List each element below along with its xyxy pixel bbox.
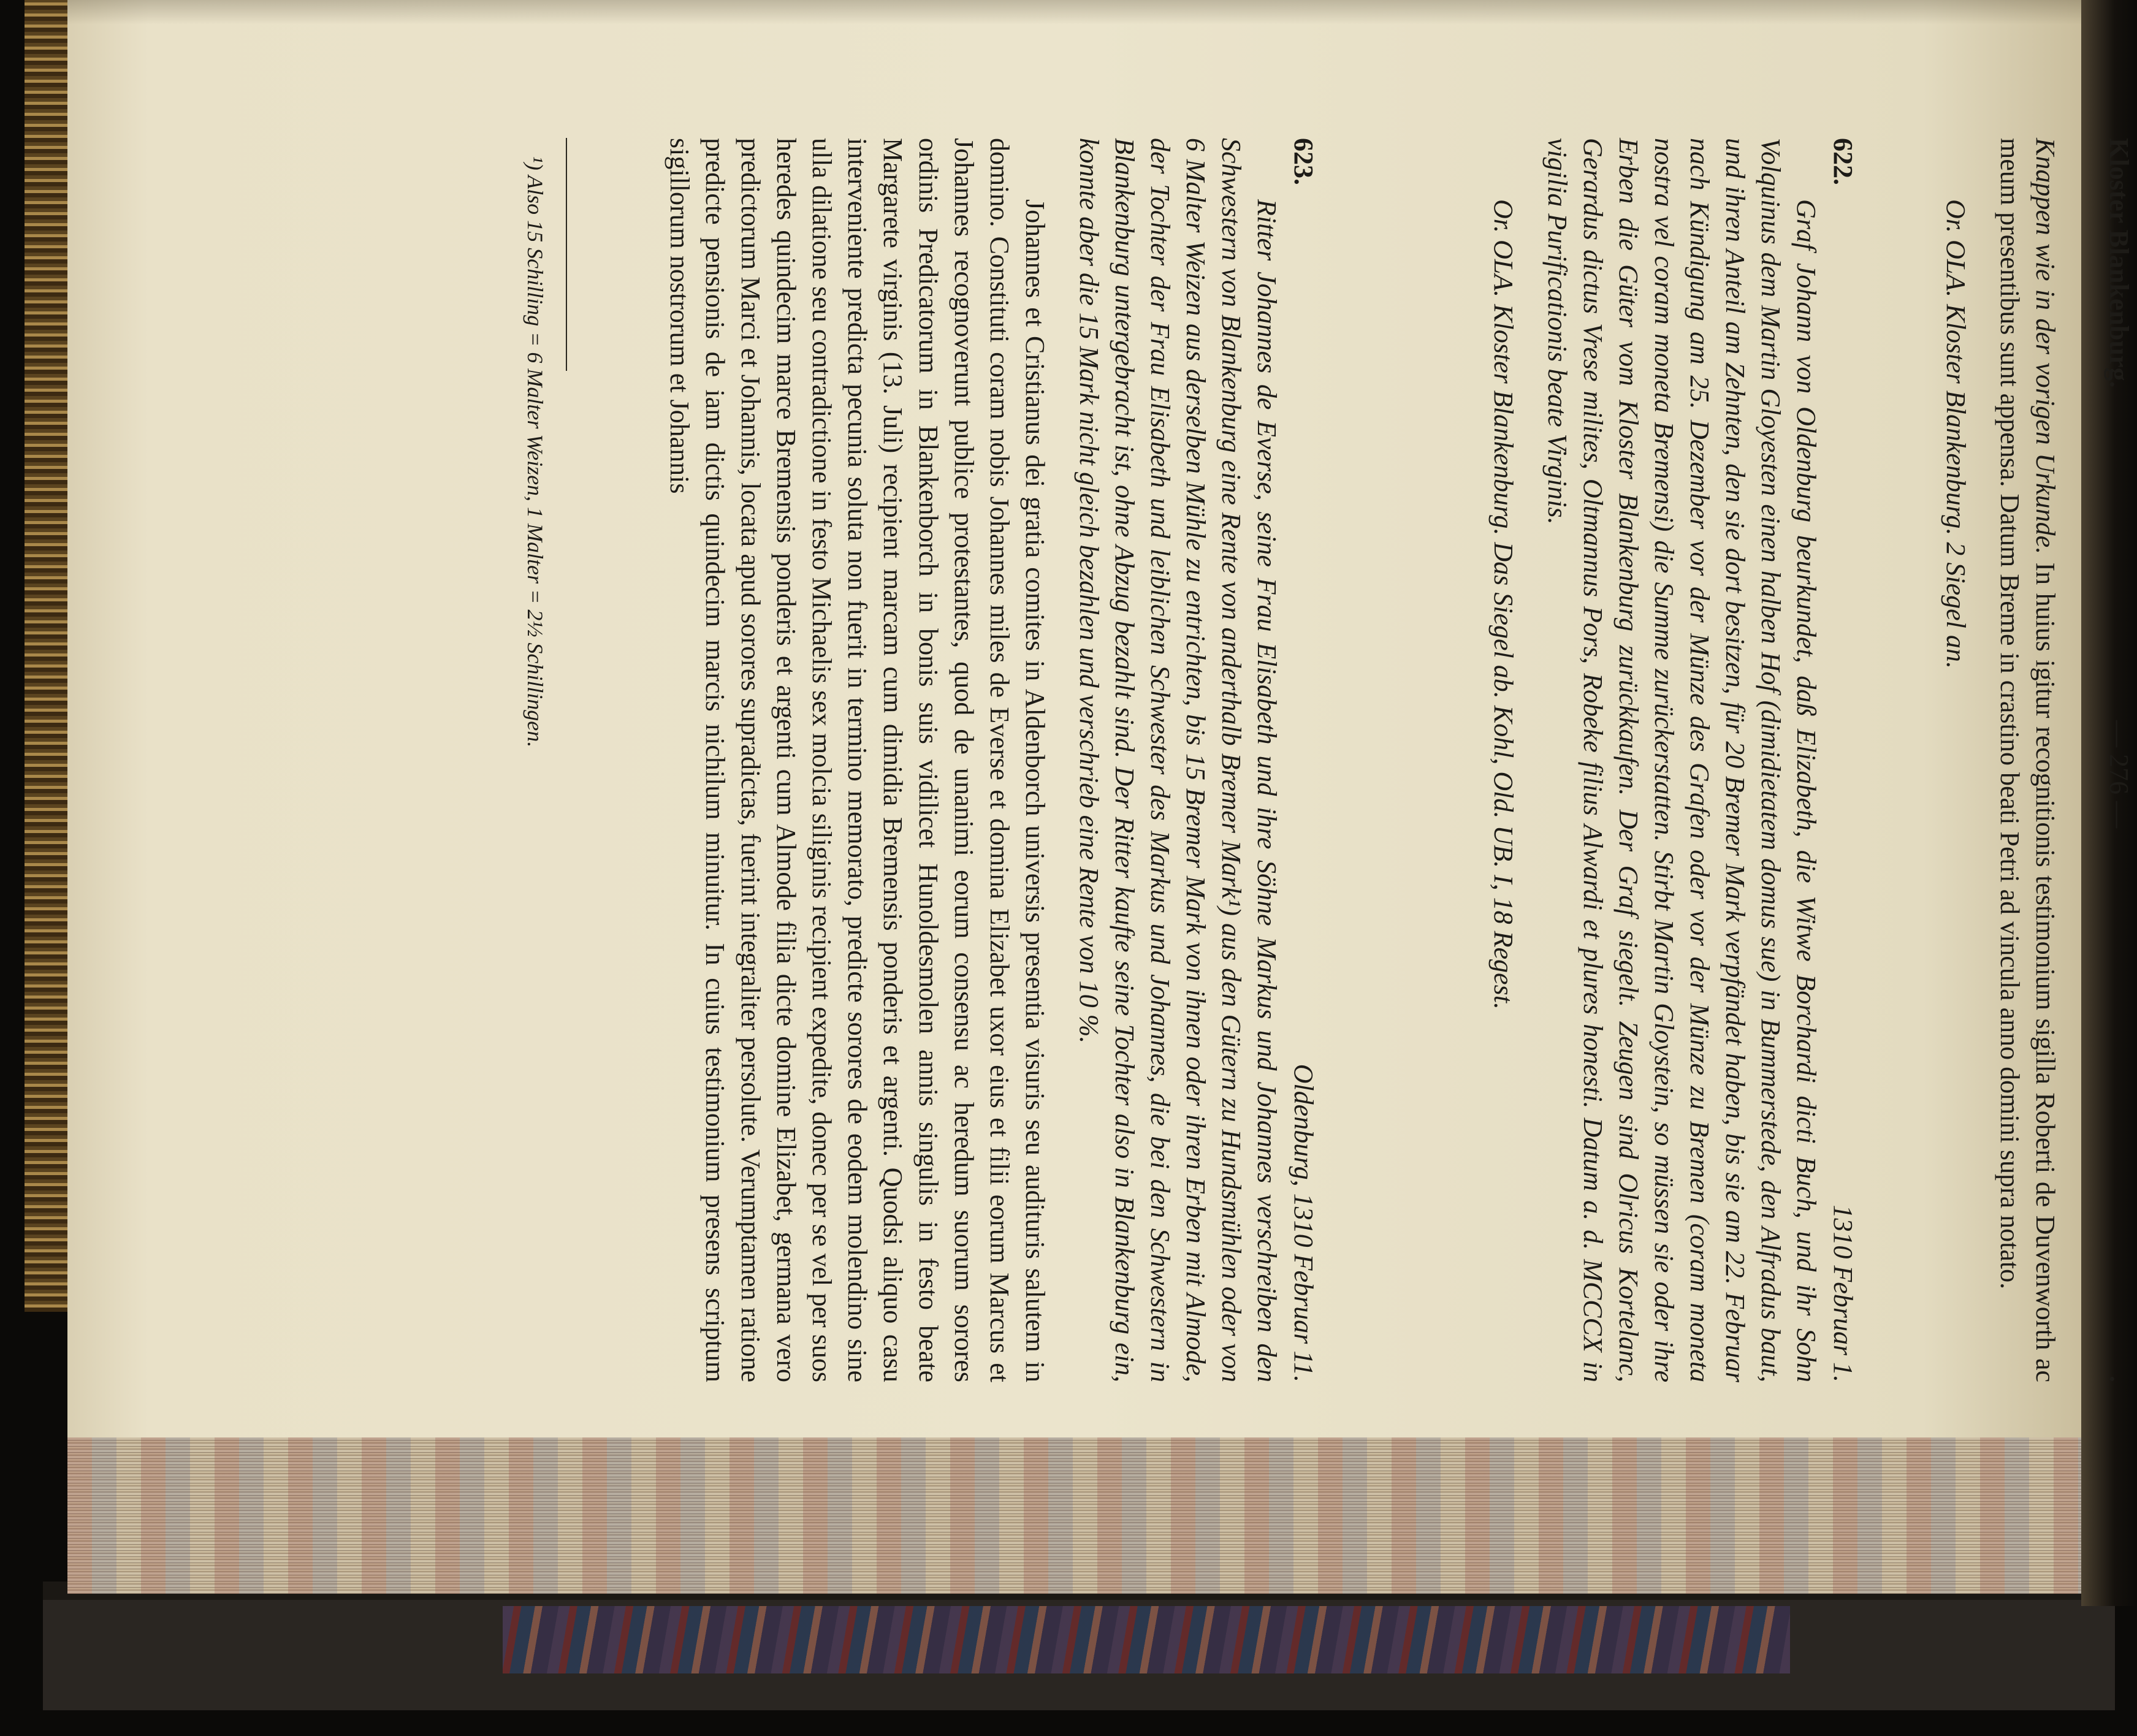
page-number: — 276 — [2104,720,2134,828]
page-edges-tint [67,1428,2084,1594]
header-mark: . [2104,1376,2134,1382]
page-text [481,138,2136,1382]
entry-623 [661,138,1321,1382]
intro-paragraph [1992,138,2063,1382]
running-header [2100,138,2136,1382]
intro-source: Or. OLA. Kloster Blankenburg. 2 Siegel an. [1941,199,1971,669]
marbled-edge [503,1606,1790,1673]
footnote: ¹) Also 15 Schilling = 6 Malter Weizen, 1 Malter = 2½ Schillingen. [523,156,547,748]
footnote-rule [566,138,567,371]
entry-623-summary: Ritter Johannes de Everse, seine Frau Elisabeth und ihre Söhne Markus und Johannes verschreiben den Schwestern von Blankenburg eine Rente von anderthalb Bremer Mark¹) aus den Gütern zu Hundsmühlen oder von 6 Malter Weizen aus derselben Mühle zu entrichten, bis 15 Bremer Mark von ihnen oder ihren Erben mit Almode, der Tochter der Frau Elisabeth und leiblichen Schwester des Markus und Johannes, die bei den Schwestern in Blankenburg untergebracht ist, ohne Abzug bezahlt sind. Der Ritter kaufte seine Tochter also in Blankenburg ein, konnte aber die 15 Mark nicht gleich bezahlen und verschrieb eine Rente von 10 %. [1074,138,1282,1382]
entry-623-number: 623. [1289,138,1319,185]
intro-text: In huius igitur recognitionis testimonium sigilla Roberti de Duvenworth ac meum presentibus sunt appensa. Datum Breme in crastino beati Petri ad vincula anno domini supra notato. [1995,138,2060,1383]
entry-622-number: 622. [1828,138,1858,185]
book-spine [25,0,67,1312]
entry-623-text: Johannes et Cristianus dei gratia comites in Aldenborch universis presentia visuris seu audituris salutem in domino. Constituti coram nobis Johannes miles de Everse et domina Elizabet uxor eius et filii eorum Marcus et Johannes recognoverunt publice protestantes, quod de unanimi eorum consensu ac heredum suorum sorores ordinis Predicatorum in Blankenborch in bonis suis vidilicet Hunoldesmolen annis singulis in festo beate Margarete virginis (13. Juli) recipient marcam cum dimidia Bremensis ponderis et argenti. Quodsi aliquo casu interveniente predicta pecunia soluta non fuerit in termino memorato, predicte sorores de eodem molendino sine ulla dilatione seu contradictione in festo Michaelis sex molcia siliginis recipient expedite, donec per se vel per suos heredes quindecim marce Bremensis ponderis et argenti cum Almode filia dicte domine Elizabet, germana vero predictorum Marci et Johannis, locata apud sorores supradictas, fuerint integraliter persolute. Verumptamen ratione predicte pensionis de iam dictis quindecim marcis nichilum minuitur. In cuius testimonium presens scriptum sigillorum nostrorum et Johannis [665,138,1050,1382]
page-shadow [67,0,2084,25]
intro-block [1938,138,2063,1382]
intro-italic: Knappen wie in der vorigen Urkunde. [2030,138,2060,555]
entry-622-source: Or. OLA. Kloster Blankenburg. Das Siegel ab. Kohl, Old. UB. I, 18 Regest. [1488,199,1518,1010]
entry-622-summary: Graf Johann von Oldenburg beurkundet, daß Elizabeth, die Witwe Borchardi dicti Buch, und ihr Sohn Volquinus dem Martin Gloyesten einen halben Hof (dimidietatem domus sue) in Bummerstede, den Alfradus baut, und ihren Anteil am Zehnten, den sie dort besitzen, für 20 Bremer Mark verpfändet haben, bis sie am 22. Februar nach Kündigung am 25. Dezember vor der Münze des Grafen oder vor der Münze zu Bremen (coram moneta nostra vel coram moneta Bremensi) die Summe zurückerstatten. Stirbt Martin Gloystein, so müssen sie oder ihre Erben die Güter vom Kloster Blankenburg zurückkaufen. Der Graf siegelt. Zeugen sind Olricus Kortelanc, Gerardus dictus Vrese milites, Oltmannus Pors, Robeke filius Alwardi et plures honesti. Datum a. d. MCCCX in vigilia Purificationis beate Virginis. [1542,138,1821,1382]
header-title: Kloster Blankenburg. [2104,138,2134,388]
entry-623-date: Oldenburg, 1310 Februar 11. [1289,1064,1319,1382]
entry-622-date: 1310 Februar 1. [1828,1205,1858,1382]
entry-622 [1485,138,1861,1382]
